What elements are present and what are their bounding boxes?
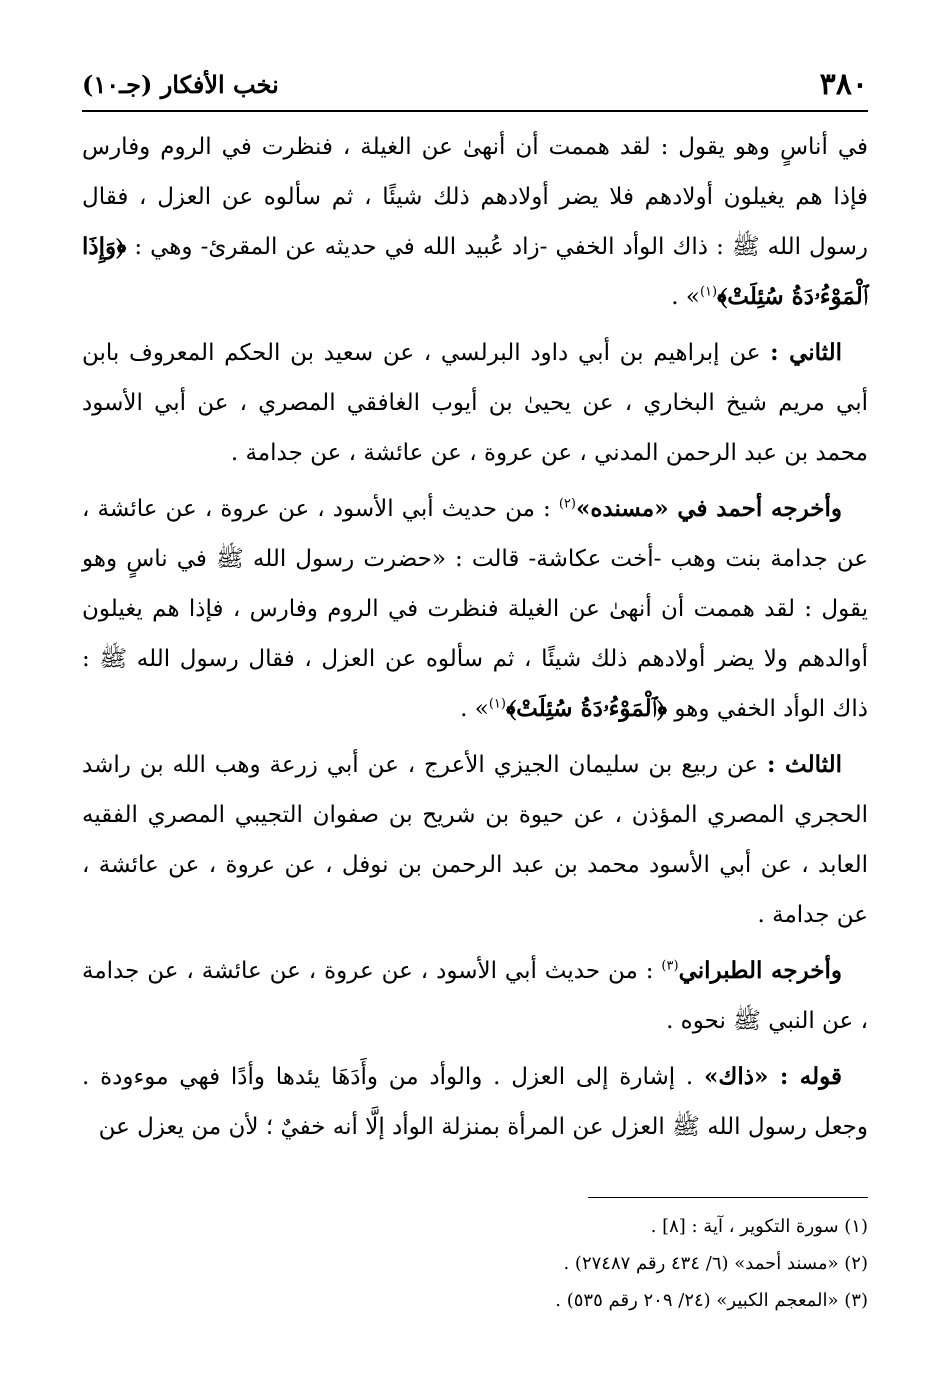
paragraph-6 [82,1052,868,1152]
paragraph-4-text: عن ربيع بن سليمان الجيزي الأعرج ، عن أبي زرعة وهب الله بن راشد الحجري المصري المؤذن ، عن حيوة بن شريح بن صفوان التجيبي المصري الفقيه العابد ، عن أبي الأسود محمد بن عبد الرحمن بن نوفل ، عن عروة ، عن عائشة ، عن جدامة . [82,752,868,928]
main-text [82,122,868,1158]
paragraph-1 [82,122,868,322]
paragraph-5 [82,946,868,1046]
footnote-ref: (١) [699,284,718,300]
footnote-ref: (٣) [661,958,679,974]
footnotes [82,1208,868,1319]
section-lead: قوله : «ذاك» [704,1063,843,1090]
paragraph-6-text: . إشارة إلى العزل . والوأد من وأَدَهَا يئدها وأدًا فهي موءودة . وجعل رسول الله ﷺ العزل عن المرأة بمنزلة الوأد إلَّا أنه خفيٌ ؛ لأن من يعزل عن [82,1064,868,1140]
page-number: ٣٨٠ [819,66,868,102]
paragraph-3-text: : من حديث أبي الأسود ، عن عروة ، عن عائشة ، عن جدامة بنت وهب -أخت عكاشة- قالت : «حضرت رسول الله ﷺ في ناسٍ وهو يقول : لقد هممت أن أنهىٰ عن الغيلة فنظرت في الروم وفارس ، فإذا هم يغيلون أوالدهم ولا يضر أولادهم ذلك شيئًا ، ثم سألوه عن العزل ، فقال رسول الله ﷺ : ذاك الوأد الخفي وهو [82,496,868,722]
quran-verse: ﴿ٱلْمَوْءُۥدَةُ سُئِلَتْ﴾ [505,695,668,722]
paragraph-3-tail: » . [460,696,489,722]
header-divider [82,110,868,112]
section-lead: الثاني : [770,339,842,366]
footnote-ref: (٢) [558,496,576,512]
footnote-ref: (١) [488,696,506,712]
section-lead: وأخرجه الطبراني [678,957,842,984]
paragraph-4 [82,740,868,940]
section-lead: الثالث : [766,751,842,778]
footnote-item: (٢) «مسند أحمد» (٦/ ٤٣٤ رقم ٢٧٤٨٧) . [563,1253,868,1274]
paragraph-5-text: : من حديث أبي الأسود ، عن عروة ، عن عائشة ، عن جدامة ، عن النبي ﷺ نحوه . [82,958,868,1034]
section-lead: وأخرجه أحمد في «مسنده» [575,495,842,522]
footnote-item: (٣) «المعجم الكبير» (٢٤/ ٢٠٩ رقم ٥٣٥) . [555,1290,868,1311]
page-header [82,62,868,106]
footnote-item: (١) سورة التكوير ، آية : [٨] . [650,1216,868,1237]
footnote-divider [588,1197,868,1198]
paragraph-1-text: في أناسٍ وهو يقول : لقد هممت أن أنهىٰ عن الغيلة ، فنظرت في الروم وفارس فإذا هم يغيلون أولادهم فلا يضر أولادهم ذلك شيئًا ، ثم سألوه عن العزل ، فقال رسول الله ﷺ : ذاك الوأد الخفي -زاد عُبيد الله في حديثه عن المقرئ- وهي : [82,134,868,260]
running-title: نخب الأفكار (جـ١٠) [82,69,279,99]
paragraph-1-tail: » . [671,284,700,310]
paragraph-3 [82,484,868,734]
paragraph-2-text: عن إبراهيم بن أبي داود البرلسي ، عن سعيد بن الحكم المعروف بابن أبي مريم شيخ البخاري ، عن يحيىٰ بن أيوب الغافقي المصري ، عن أبي الأسود محمد بن عبد الرحمن المدني ، عن عروة ، عن عائشة ، عن جدامة . [82,340,868,466]
paragraph-2 [82,328,868,478]
quran-verse: ﴿وَإِذَا ٱلْمَوْءُۥدَةُ سُئِلَتْ﴾ [82,233,868,310]
